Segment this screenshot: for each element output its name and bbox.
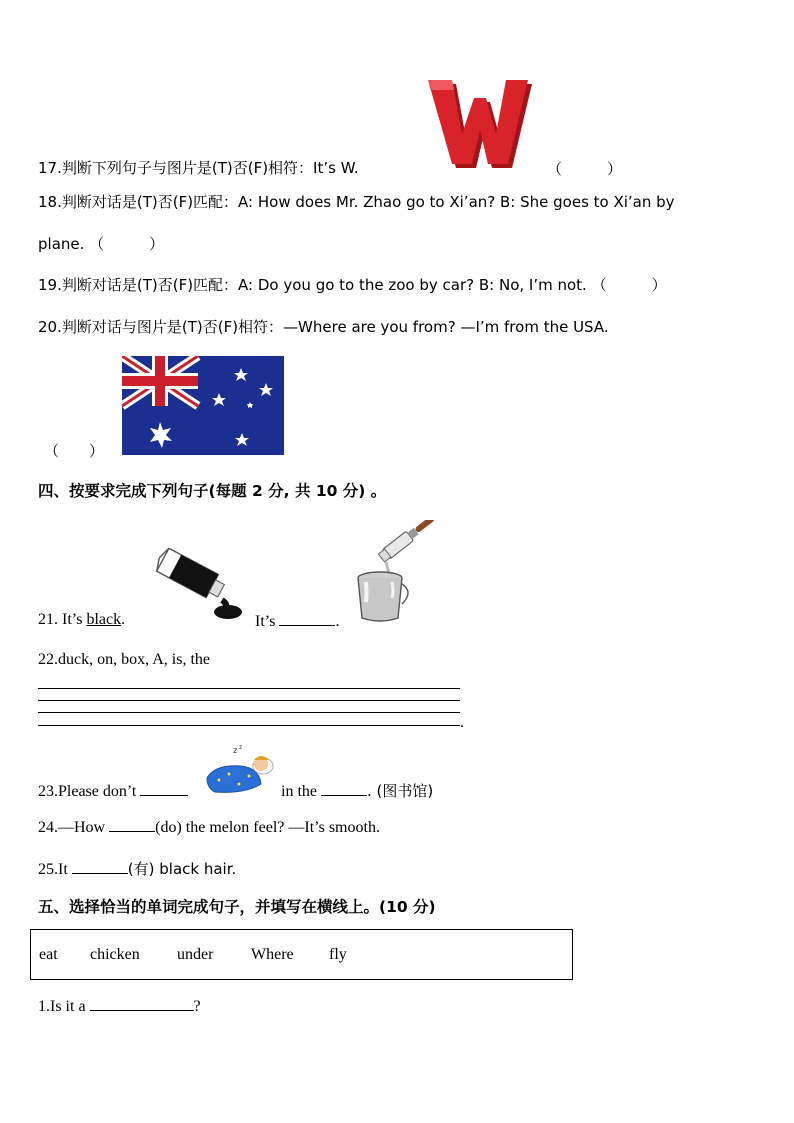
answer-line-22-3[interactable]: [38, 712, 460, 713]
word-bank-item[interactable]: Where: [251, 946, 294, 963]
question-24: [38, 816, 380, 838]
question-18-line2: [38, 234, 164, 255]
svg-text:z: z: [239, 744, 243, 751]
word-bank-box: [30, 929, 573, 980]
question-19: [38, 275, 667, 296]
question-21-period: .: [335, 613, 340, 630]
word-bank-item[interactable]: fly: [329, 946, 347, 963]
word-bank-item[interactable]: eat: [39, 946, 58, 963]
question-25-prefix: 25.It: [38, 861, 72, 878]
question-21-second: It’s: [255, 613, 280, 630]
answer-blank-23a[interactable]: [140, 780, 188, 796]
question-25: [38, 858, 236, 880]
question-17: [38, 158, 359, 179]
question-18-text: 18.判断对话是(T)否(F)匹配：A: How does Mr. Zhao go to Xi’an? B: She goes to Xi’an by: [38, 193, 675, 211]
paint-tube-image: [150, 548, 245, 620]
question-s5-1-prefix: 1.Is it a: [38, 998, 90, 1015]
answer-line-22-2[interactable]: [38, 700, 460, 701]
question-17-text: 17.判断下列句子与图片是(T)否(F)相符：It’s W.: [38, 159, 359, 177]
question-21-answer: [255, 610, 339, 632]
question-21: [38, 610, 125, 630]
letter-w-image: [426, 76, 538, 176]
paint-bucket-image: [352, 520, 434, 624]
question-23-suffix: . (图书馆): [367, 782, 434, 800]
section-4-heading: [38, 481, 386, 502]
question-23: [38, 780, 188, 802]
question-21-prefix: 21. It’s: [38, 611, 87, 628]
question-18-line1: [38, 192, 675, 213]
answer-paren-18[interactable]: plane. （ ）: [38, 235, 165, 253]
answer-line-22-1[interactable]: [38, 688, 460, 689]
word-bank-item[interactable]: under: [177, 946, 214, 963]
section-4-heading-text: 四、按要求完成下列句子(每题 2 分, 共 10 分) 。: [38, 482, 387, 500]
answer-paren-17[interactable]: （ ）: [547, 160, 623, 178]
question-20-text: 20.判断对话与图片是(T)否(F)相符：—Where are you from? —I’m from the USA.: [38, 318, 609, 336]
question-23-rest: [281, 780, 433, 802]
question-22: [38, 650, 210, 670]
letter-w-caption: W: [478, 136, 479, 137]
answer-blank-s5-1[interactable]: [90, 995, 194, 1011]
answer-paren-20[interactable]: （ ）: [44, 442, 105, 460]
answer-blank-21[interactable]: [279, 610, 335, 626]
question-22-text: 22.duck, on, box, A, is, the: [38, 651, 210, 668]
question-s5-1: [38, 995, 201, 1017]
flag-image: [122, 356, 284, 455]
answer-blank-23b[interactable]: [321, 780, 367, 796]
question-s5-1-suffix: ?: [193, 998, 201, 1015]
answer-blank-25[interactable]: [72, 858, 128, 874]
sleeping-child-image: [205, 744, 277, 796]
word-bank-item[interactable]: chicken: [90, 946, 140, 963]
answer-blank-24[interactable]: [109, 816, 155, 832]
section-5-heading-text: 五、选择恰当的单词完成句子，并填写在横线上。(10 分): [38, 898, 436, 916]
question-21-suffix: .: [121, 611, 126, 628]
underlined-word-black: black: [86, 611, 122, 628]
answer-line-22-4[interactable]: [38, 725, 460, 726]
question-24-suffix: (do) the melon feel? —It’s smooth.: [155, 819, 380, 836]
svg-text:z: z: [233, 746, 238, 755]
section-5-heading: [38, 897, 436, 918]
question-23-mid: in the: [281, 783, 317, 800]
question-24-prefix: 24.—How: [38, 819, 110, 836]
question-20: [38, 317, 609, 338]
question-23-prefix: 23.Please don’t: [38, 783, 137, 800]
question-25-suffix: (有) black hair.: [127, 860, 237, 878]
question-19-text: 19.判断对话是(T)否(F)匹配：A: Do you go to the zoo by car? B: No, I’m not. （ ）: [38, 276, 667, 294]
question-22-end: .: [460, 714, 464, 731]
